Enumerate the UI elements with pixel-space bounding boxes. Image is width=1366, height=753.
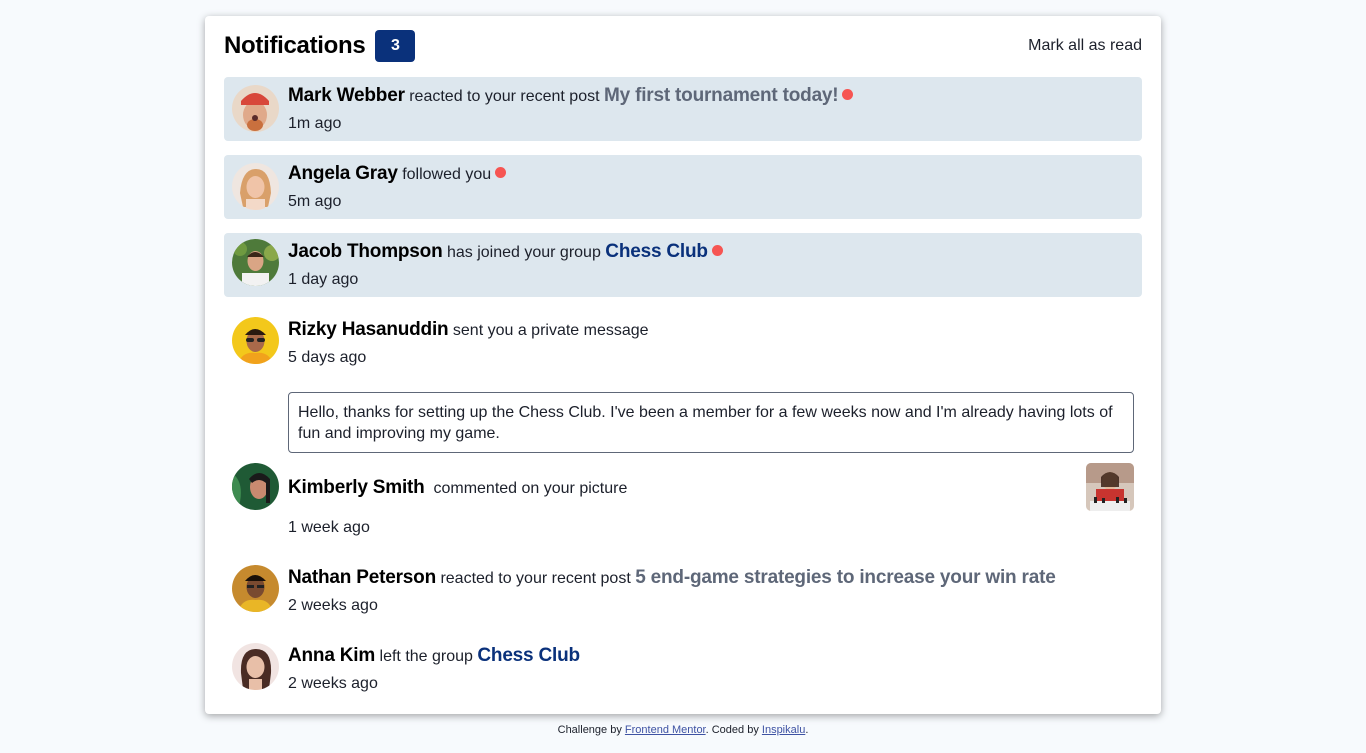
notification-text <box>288 84 1134 109</box>
group-link[interactable]: Chess Club <box>605 241 708 262</box>
notifications-card <box>205 16 1161 714</box>
notification-text <box>288 566 1134 591</box>
user-name[interactable]: Anna Kim <box>288 645 376 666</box>
notification-content <box>288 84 1134 133</box>
notification-time: 2 weeks ago <box>288 597 378 614</box>
private-message-preview[interactable]: Hello, thanks for setting up the Chess Club. I've been a member for a few weeks now and I'm already having lots of fun and improving my game. <box>288 392 1134 453</box>
notification-content <box>288 566 1134 615</box>
notification-content <box>288 476 1134 537</box>
user-name[interactable]: Angela Gray <box>288 163 398 184</box>
user-name[interactable]: Nathan Peterson <box>288 567 436 588</box>
notification-time: 2 weeks ago <box>288 675 378 692</box>
notification-time: 5m ago <box>288 193 342 210</box>
author-link[interactable]: Inspikalu <box>761 724 806 736</box>
unread-dot-icon <box>842 89 853 100</box>
notification-action: left the group <box>379 648 473 665</box>
unread-dot-icon <box>495 167 506 178</box>
notification-time: 1m ago <box>288 115 342 132</box>
user-name[interactable]: Rizky Hasanuddin <box>288 319 449 340</box>
notification-item[interactable] <box>224 557 1142 621</box>
notification-time: 1 day ago <box>288 271 359 288</box>
footer-suffix: . <box>805 724 809 736</box>
notification-action: commented on your picture <box>433 480 628 497</box>
notification-time: 1 week ago <box>288 519 370 536</box>
avatar-angela-gray-icon[interactable] <box>232 163 279 210</box>
user-name[interactable]: Jacob Thompson <box>288 241 443 262</box>
notification-action: followed you <box>402 166 492 183</box>
notification-content <box>288 644 1134 693</box>
notification-action: sent you a private message <box>452 322 649 339</box>
notification-content <box>288 162 1134 211</box>
notification-text <box>288 240 1134 265</box>
notification-text <box>288 644 1134 669</box>
notification-item[interactable] <box>224 635 1142 699</box>
notification-action: reacted to your recent post <box>440 570 631 587</box>
notification-item[interactable] <box>224 457 1142 543</box>
notification-text <box>288 318 1134 343</box>
avatar-rizky-hasanuddin-icon[interactable] <box>232 317 279 364</box>
avatar-mark-webber-icon[interactable] <box>232 85 279 132</box>
user-name[interactable]: Kimberly Smith <box>288 477 425 498</box>
attribution-footer <box>0 724 1366 736</box>
chess-picture-thumbnail-icon[interactable] <box>1086 463 1134 511</box>
notification-item[interactable] <box>224 155 1142 219</box>
unread-dot-icon <box>712 245 723 256</box>
footer-prefix: Challenge by <box>557 724 622 736</box>
avatar-anna-kim-icon[interactable] <box>232 643 279 690</box>
mark-all-read-button[interactable]: Mark all as read <box>1028 37 1142 54</box>
notifications-header <box>224 29 1142 63</box>
avatar-jacob-thompson-icon[interactable] <box>232 239 279 286</box>
notification-content <box>288 240 1134 289</box>
notification-time: 5 days ago <box>288 349 367 366</box>
group-link[interactable]: Chess Club <box>477 645 580 666</box>
notification-action: has joined your group <box>446 244 601 261</box>
notification-item[interactable] <box>224 233 1142 297</box>
unread-count-badge: 3 <box>375 30 415 62</box>
notification-item[interactable] <box>224 311 1142 441</box>
post-link[interactable]: 5 end-game strategies to increase your win rate <box>635 567 1056 588</box>
footer-middle: . Coded by <box>705 724 759 736</box>
notification-action: reacted to your recent post <box>409 88 600 105</box>
post-link[interactable]: My first tournament today! <box>604 85 839 106</box>
notification-content <box>288 318 1134 367</box>
user-name[interactable]: Mark Webber <box>288 85 405 106</box>
page-title: Notifications <box>224 32 366 59</box>
avatar-nathan-peterson-icon[interactable] <box>232 565 279 612</box>
notification-item[interactable] <box>224 77 1142 141</box>
avatar-kimberly-smith-icon[interactable] <box>232 463 279 510</box>
notification-text <box>288 476 1134 501</box>
frontend-mentor-link[interactable]: Frontend Mentor <box>624 724 706 736</box>
notification-text <box>288 162 1134 187</box>
